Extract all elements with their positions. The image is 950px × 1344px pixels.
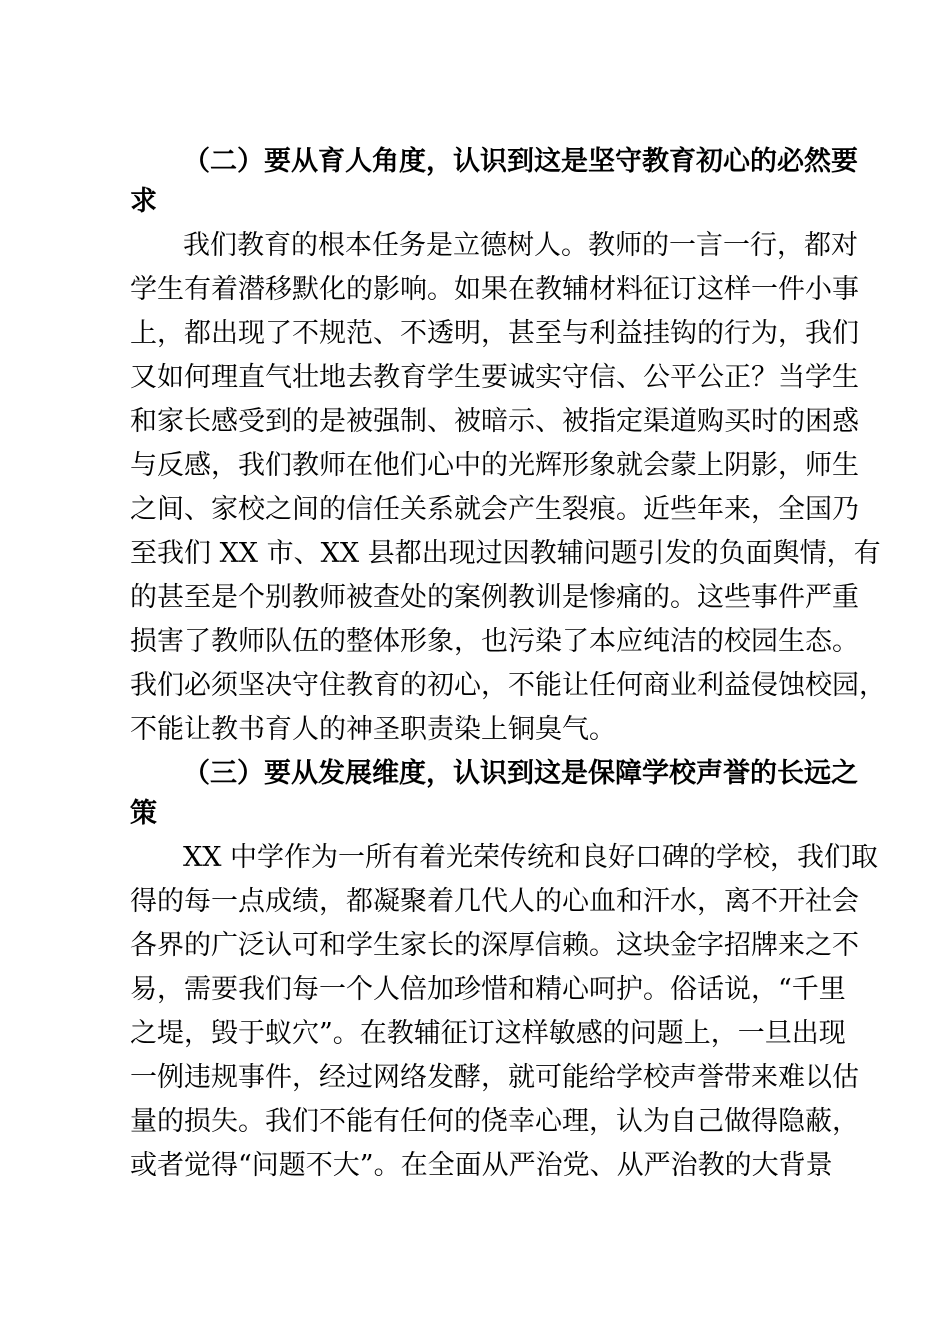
section-2-paragraph-line: 又如何理直气壮地去教育学生要诚实守信、公平公正？当学生 [130, 362, 859, 393]
section-3-paragraph-line: 一例违规事件，经过网络发酵，就可能给学校声誉带来难以估 [130, 1062, 859, 1093]
section-2-paragraph-line: 至我们 XX 市、XX 县都出现过因教辅问题引发的负面舆情，有 [130, 538, 881, 569]
section-3-paragraph-line: XX 中学作为一所有着光荣传统和良好口碑的学校，我们取 [183, 842, 879, 873]
section-2-paragraph-line: 损害了教师队伍的整体形象，也污染了本应纯洁的校园生态。 [130, 626, 859, 657]
section-3-paragraph-line: 之堤，毁于蚁穴”。在教辅征订这样敏感的问题上，一旦出现 [130, 1018, 846, 1049]
section-2-paragraph-line: 的甚至是个别教师被查处的案例教训是惨痛的。这些事件严重 [130, 582, 859, 613]
section-3-heading-line-1: （三）要从发展维度，认识到这是保障学校声誉的长远之 [183, 758, 858, 789]
section-3-paragraph-line: 得的每一点成绩，都凝聚着几代人的心血和汗水，离不开社会 [130, 886, 859, 917]
section-3-heading-line-2: 策 [130, 798, 157, 829]
section-2-paragraph-line: 我们教育的根本任务是立德树人。教师的一言一行，都对 [183, 230, 858, 261]
section-2-paragraph-line: 和家长感受到的是被强制、被暗示、被指定渠道购买时的困惑 [130, 406, 859, 437]
section-2-paragraph-line: 我们必须坚决守住教育的初心，不能让任何商业利益侵蚀校园， [130, 670, 886, 701]
section-2-paragraph-line: 之间、家校之间的信任关系就会产生裂痕。近些年来，全国乃 [130, 494, 859, 525]
section-3-paragraph-line: 易，需要我们每一个人倍加珍惜和精心呵护。俗话说，“千里 [130, 974, 846, 1005]
section-2-heading-line-2: 求 [130, 186, 157, 217]
section-2-paragraph-line: 与反感，我们教师在他们心中的光辉形象就会蒙上阴影，师生 [130, 450, 859, 481]
section-3-paragraph-line: 或者觉得“问题不大”。在全面从严治党、从严治教的大背景 [130, 1150, 833, 1181]
section-3-paragraph-line: 量的损失。我们不能有任何的侥幸心理，认为自己做得隐蔽， [130, 1106, 859, 1137]
section-2-paragraph-line: 不能让教书育人的神圣职责染上铜臭气。 [130, 714, 616, 745]
section-2-paragraph-line: 学生有着潜移默化的影响。如果在教辅材料征订这样一件小事 [130, 274, 859, 305]
section-2-heading-line-1: （二）要从育人角度，认识到这是坚守教育初心的必然要 [183, 146, 858, 177]
section-3-paragraph-line: 各界的广泛认可和学生家长的深厚信赖。这块金字招牌来之不 [130, 930, 859, 961]
section-2-paragraph-line: 上，都出现了不规范、不透明，甚至与利益挂钩的行为，我们 [130, 318, 859, 349]
